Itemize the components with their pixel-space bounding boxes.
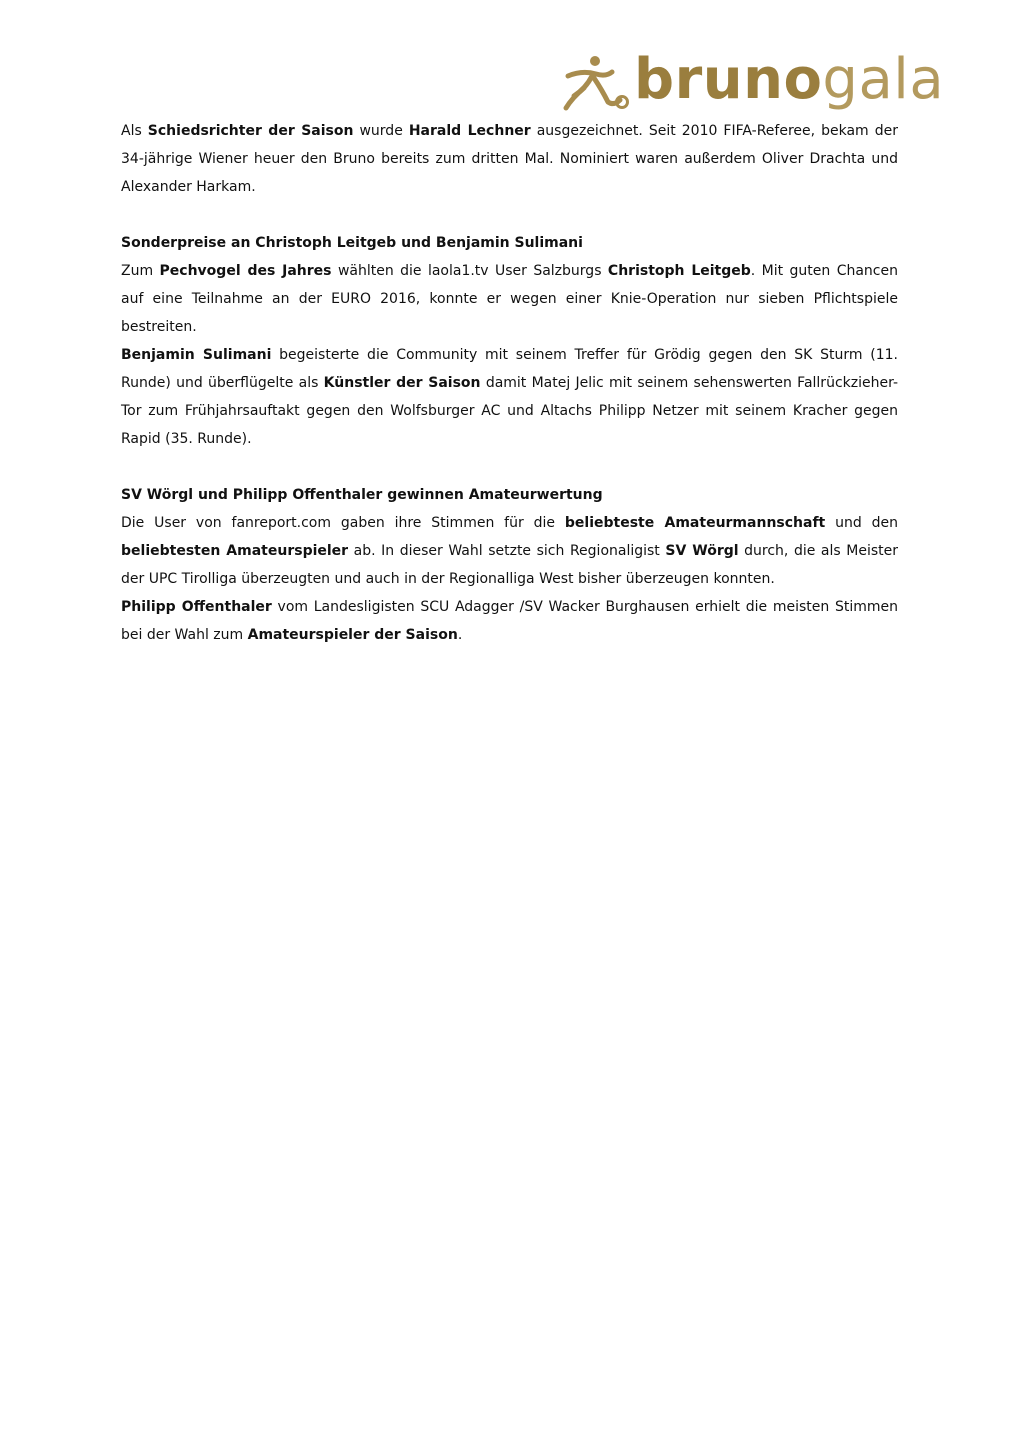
text-span: begeisterte die Community mit seinem Treffer für Grödig gegen den SK Sturm (11. Runde) und überflügelte als bbox=[121, 347, 898, 391]
brand-wordmark-bruno: bruno bbox=[634, 47, 823, 112]
text-span: und den bbox=[825, 515, 898, 531]
paragraph-woergl bbox=[121, 509, 898, 593]
paragraph-leitgeb bbox=[121, 257, 898, 341]
document-body bbox=[121, 117, 898, 649]
bold-award-pechvogel: Pechvogel des Jahres bbox=[159, 263, 332, 279]
text-span: Als bbox=[121, 123, 148, 139]
text-span: damit Matej Jelic mit seinem sehenswerten Fallrückzieher-Tor zum Frühjahrsauftakt gegen den Wolfsburger AC und Altachs Philipp Netzer mit seinem Kracher gegen Rapid (35. Runde). bbox=[121, 375, 898, 447]
bold-name-offenthaler: Philipp Offenthaler bbox=[121, 599, 272, 615]
bold-award-amateurspieler: beliebtesten Amateurspieler bbox=[121, 543, 349, 559]
paragraph-referee bbox=[121, 117, 898, 201]
text-span: . bbox=[457, 627, 463, 643]
text-span: . Mit guten Chancen auf eine Teilnahme an der EURO 2016, konnte er wegen einer Knie-Operation nur sieben Pflichtspiele bestreiten. bbox=[121, 263, 898, 335]
text-span: ausgezeichnet. Seit 2010 FIFA-Referee, bekam der 34-jährige Wiener heuer den Bruno bereits zum dritten Mal. Nominiert waren außerdem Oliver Drachta und Alexander Harkam. bbox=[121, 123, 898, 195]
brand-wordmark-gala: gala bbox=[822, 47, 945, 112]
text-span: Zum bbox=[121, 263, 160, 279]
spacer bbox=[121, 201, 898, 229]
text-span: durch, die als Meister der UPC Tirolliga überzeugten und auch in der Regionalliga West bisher überzeugen konnten. bbox=[121, 543, 898, 587]
bold-award-amateurspieler-saison: Amateurspieler der Saison bbox=[247, 627, 458, 643]
text-span: wurde bbox=[353, 123, 409, 139]
bold-name-woergl: SV Wörgl bbox=[665, 543, 739, 559]
brand-logo bbox=[562, 44, 945, 114]
kicking-player-icon bbox=[562, 52, 632, 114]
paragraph-sulimani bbox=[121, 341, 898, 453]
text-span: ab. In dieser Wahl setzte sich Regionaligist bbox=[348, 543, 666, 559]
text-span: wählten die laola1.tv User Salzburgs bbox=[331, 263, 608, 279]
section-heading-amateur: SV Wörgl und Philipp Offenthaler gewinnen Amateurwertung bbox=[121, 487, 603, 503]
bold-name-sulimani: Benjamin Sulimani bbox=[121, 347, 272, 363]
bold-award-referee: Schiedsrichter der Saison bbox=[147, 123, 354, 139]
spacer bbox=[121, 453, 898, 481]
text-span: vom Landesligisten SCU Adagger /SV Wacker Burghausen erhielt die meisten Stimmen bei der Wahl zum bbox=[121, 599, 898, 643]
paragraph-offenthaler bbox=[121, 593, 898, 649]
section-heading-special-awards: Sonderpreise an Christoph Leitgeb und Benjamin Sulimani bbox=[121, 235, 583, 251]
bold-award-amateurmannschaft: beliebteste Amateurmannschaft bbox=[564, 515, 826, 531]
text-span: Die User von fanreport.com gaben ihre Stimmen für die bbox=[121, 515, 565, 531]
bold-name-lechner: Harald Lechner bbox=[408, 123, 531, 139]
brand-wordmark bbox=[634, 47, 945, 112]
bold-award-kuenstler: Künstler der Saison bbox=[323, 375, 481, 391]
bold-name-leitgeb: Christoph Leitgeb bbox=[607, 263, 751, 279]
